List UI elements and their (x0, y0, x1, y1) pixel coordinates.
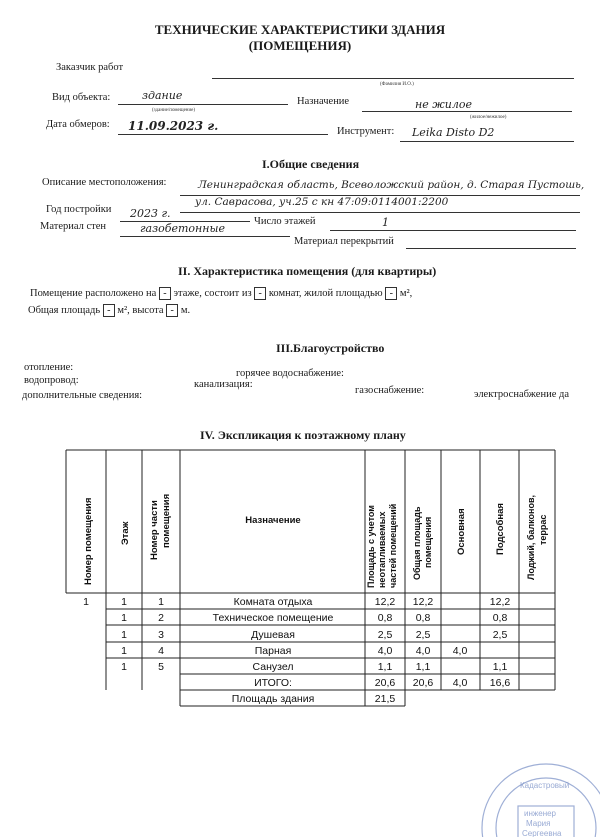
instrument-value: Leika Disto D2 (412, 126, 495, 139)
table-cell-part: 1 (158, 596, 164, 608)
living-area-box: - (385, 287, 397, 300)
floor-text: Помещение расположено на (30, 287, 157, 299)
header-area-total-1: Общая площадь (412, 506, 422, 580)
section4-title: IV. Экспликация к поэтажному плану (200, 428, 406, 442)
table-cell-aux: 1,1 (492, 661, 508, 673)
living-area-unit: м², (399, 287, 413, 299)
header-area-unheated-2: неотапливаемых (377, 511, 387, 588)
table-cell-floor: 1 (121, 645, 127, 657)
table-cell-room: 1 (83, 596, 89, 608)
purpose-label: Назначение (297, 96, 350, 107)
total-area-box: - (103, 304, 115, 317)
document-title: ТЕХНИЧЕСКИЕ ХАРАКТЕРИСТИКИ ЗДАНИЯ (154, 22, 446, 37)
table-cell-purpose: Техническое помещение (212, 612, 334, 624)
document-subtitle: (ПОМЕЩЕНИЯ) (248, 38, 352, 53)
table-cell-part: 3 (158, 629, 164, 641)
height-box: - (166, 304, 178, 317)
year-label: Год постройки (46, 204, 112, 215)
header-aux: Подсобная (495, 503, 506, 555)
table-cell-area-total: 2,5 (415, 629, 431, 641)
header-loggia-1: Лоджий, балконов, (526, 495, 536, 580)
table-cell-aux: 2,5 (492, 629, 508, 641)
customer-label: Заказчик работ (56, 62, 124, 73)
table-cell-area-total-unheated: 4,0 (377, 645, 393, 657)
total-label: ИТОГО: (254, 677, 292, 689)
measure-date-label: Дата обмеров: (46, 119, 110, 130)
section1-title: I.Общие сведения (262, 157, 360, 171)
header-floor: Этаж (120, 521, 131, 545)
table-cell-floor: 1 (121, 612, 127, 624)
header-area-unheated-3: частей помещений (388, 503, 398, 588)
table-cell-main: 4,0 (452, 645, 468, 657)
instrument-label: Инструмент: (337, 126, 395, 137)
table-cell-area-total-unheated: 1,1 (377, 661, 393, 673)
year-value: 2023 г. (130, 207, 171, 220)
hot-water-label: горячее водоснабжение: (236, 368, 344, 379)
table-cell-purpose: Парная (254, 645, 292, 657)
table-cell-part: 5 (158, 661, 164, 673)
water-label: водопровод: (24, 375, 79, 386)
header-part-number-2: помещения (161, 493, 172, 548)
extra-label: дополнительные сведения: (22, 390, 143, 401)
measure-date-value: 11.09.2023 г. (128, 119, 219, 133)
height-unit: м. (180, 304, 191, 316)
table-cell-floor: 1 (121, 596, 127, 608)
header-purpose: Назначение (245, 515, 301, 526)
total-cell-aux: 16,6 (489, 677, 511, 689)
floors-label: Число этажей (254, 216, 316, 227)
section2-title: II. Характеристика помещения (для квартиры) (178, 264, 437, 278)
building-area-value: 21,5 (374, 693, 396, 705)
section3-title: III.Благоустройство (276, 341, 385, 355)
header-part-number-1: Номер части (149, 500, 160, 560)
table-cell-purpose: Комната отдыха (233, 596, 313, 608)
object-type-label: Вид объекта: (52, 92, 111, 103)
ceiling-label: Материал перекрытий (294, 236, 394, 247)
heating-label: отопление: (24, 362, 74, 373)
sewer-label: канализация: (194, 379, 253, 390)
walls-label: Материал стен (40, 221, 106, 232)
table-cell-aux: 0,8 (492, 612, 508, 624)
purpose-value: не жилое (415, 98, 472, 111)
customer-hint: (Фамилия И.О.) (380, 82, 414, 87)
header-room-number: Номер помещения (83, 497, 94, 585)
stamp-line3: Мария (526, 819, 551, 828)
rooms-text: этаже, состоит из (173, 287, 252, 299)
object-type-value: здание (142, 89, 183, 102)
header-main: Основная (456, 508, 467, 555)
header-loggia-2: террас (538, 514, 548, 545)
location-value-line1: Ленинградская область, Всеволожский район, д. Старая Пустошь, (198, 179, 585, 191)
table-cell-area-total-unheated: 0,8 (377, 612, 393, 624)
stamp-line1: Кадастровый (520, 781, 570, 790)
total-cell-area-total-unheated: 20,6 (374, 677, 396, 689)
header-area-unheated-1: Площадь с учетом (366, 505, 376, 588)
building-area-label: Площадь здания (231, 693, 315, 705)
table-grid (66, 450, 555, 706)
table-cell-area-total-unheated: 2,5 (377, 629, 393, 641)
stamp-line4: Сергеевна (522, 829, 562, 837)
table-cell-area-total: 4,0 (415, 645, 431, 657)
object-type-hint: (здание/помещение) (152, 108, 196, 113)
floors-value: 1 (382, 216, 389, 229)
electric-value: да (558, 389, 569, 400)
floor-box: - (159, 287, 171, 300)
stamp (466, 748, 600, 837)
total-cell-main: 4,0 (452, 677, 468, 689)
location-label: Описание местоположения: (42, 177, 167, 188)
table-body (83, 596, 510, 705)
height-text: м², высота (117, 304, 164, 316)
table-cell-area-total: 12,2 (412, 596, 434, 608)
living-area-text: комнат, жилой площадью (268, 287, 383, 299)
stamp-line2: инженер (524, 809, 557, 818)
table-cell-area-total-unheated: 12,2 (374, 596, 396, 608)
table-cell-floor: 1 (121, 629, 127, 641)
table-cell-purpose: Душевая (251, 629, 295, 641)
header-area-total-2: помещения (423, 516, 433, 568)
gas-label: газоснабжение: (355, 385, 425, 396)
rooms-box: - (254, 287, 266, 300)
walls-value: газобетонные (140, 222, 225, 235)
electric-text: электроснабжение (474, 389, 557, 400)
table-cell-part: 4 (158, 645, 164, 657)
table-cell-part: 2 (158, 612, 164, 624)
table-cell-purpose: Санузел (252, 661, 294, 673)
total-cell-area-total: 20,6 (412, 677, 434, 689)
table-cell-aux: 12,2 (489, 596, 511, 608)
location-value-line2: ул. Саврасова, уч.25 с кн 47:09:0114001:2200 (195, 196, 449, 208)
table-cell-floor: 1 (121, 661, 127, 673)
purpose-hint: (жилое/нежилое) (470, 115, 507, 120)
total-area-text: Общая площадь (28, 304, 101, 316)
table-cell-area-total: 0,8 (415, 612, 431, 624)
table-cell-area-total: 1,1 (415, 661, 431, 673)
